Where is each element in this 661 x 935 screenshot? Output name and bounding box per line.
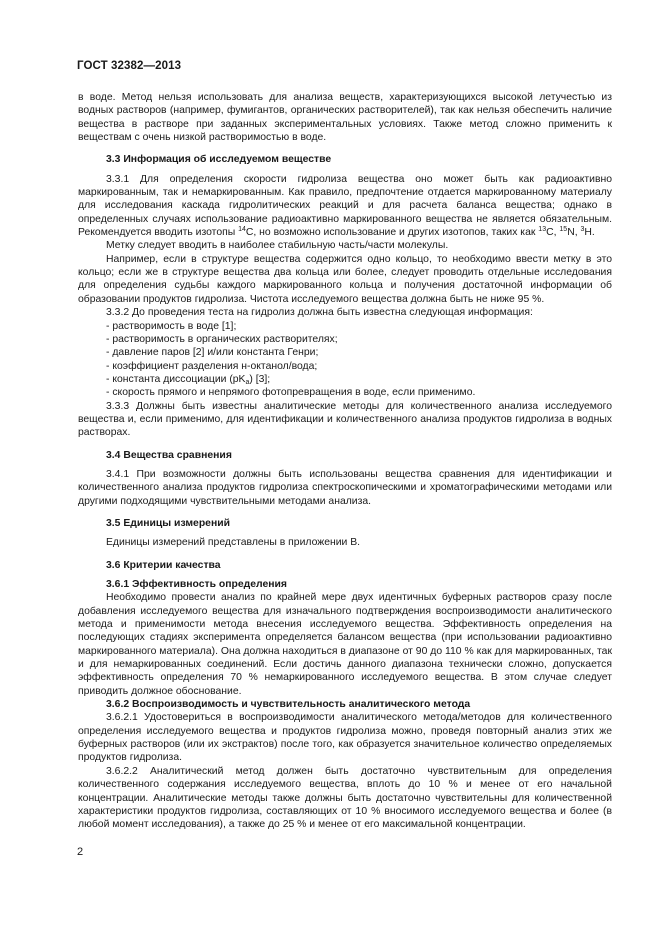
list-item xyxy=(78,373,612,386)
section-3-4-heading: 3.4 Вещества сравнения xyxy=(106,449,232,461)
paragraph-3-3-1-text: 3.3.1 Для определения скорости гидролиза вещества оно может быть как радиоактивно маркированным, так и немаркированным. Как правило, предпочтение отдается маркированному материалу для исследования каскада гидролитических реакций и для расчета баланса вещества; однако в определенных случаях использование радиоактивно маркированного вещества не является обязательным. Рекомендуется вводить изотопы xyxy=(78,173,612,239)
paragraph-3-4-1: 3.4.1 При возможности должны быть использованы вещества сравнения для идентификации и количественного анализа продуктов гидролиза спектроскопическими и хроматографическими методами или другими подходящими чувствительными методами анализа. xyxy=(78,468,612,507)
paragraph-3-5: Единицы измерений представлены в приложении В. xyxy=(106,537,361,549)
paragraph-3-3-1 xyxy=(78,173,612,240)
list-item: - коэффициент разделения н-октанол/вода; xyxy=(106,360,318,372)
intro-paragraph: в воде. Метод нельзя использовать для анализа веществ, характеризующихся высокой летучестью из водных растворов (например, фумигантов, органических растворителей), так как нельзя обеспечить наличие вещества в растворе при заданных экспериментальных условиях. Также метод сложно применить к веществам с очень низкой растворимостью в воде. xyxy=(78,92,612,144)
isotope-c13-sup: 13 xyxy=(538,226,547,234)
paragraph-label-placement: Метку следует вводить в наиболее стабильную часть/части молекулы. xyxy=(106,240,449,252)
paragraph-3-6-1: Необходимо провести анализ по крайней мере двух идентичных буферных растворов сразу после добавления исследуемого вещества для изначального подтверждения воспроизводимости аналитического метода и применимости метода внесения исследуемого вещества. Эффективность определения на последующих стадиях эксперимента определяется балансом вещества (при использовании радиоактивно маркированного материала). Она должна находиться в диапазоне от 90 до 110 % как для маркированных, так и для немаркированных соединений. Если достичь данного диапазона технически сложно, допускается эффективность определения 70 % немаркированного исследуемого вещества. В этом случае следует приводить должное обоснование. xyxy=(78,592,612,697)
isotope-h3-sup: 3 xyxy=(580,226,585,234)
isotope-n15-text: N, xyxy=(567,227,578,239)
isotope-h3-text: H. xyxy=(584,227,595,239)
section-3-3-heading: 3.3 Информация об исследуемом веществе xyxy=(106,154,332,166)
paragraph-ring-example: Например, если в структуре вещества содержится одно кольцо, то необходимо ввести метку в это кольцо; если же в структуре вещества два кольца или более, следует проводить отдельные исследования для определения судьбы каждого маркированного кольца и получения достаточной информации об образовании продуктов гидролиза. Чистота исследуемого вещества должна быть не ниже 95 %. xyxy=(78,253,612,305)
isotope-c14-text: C, но возможно использование и других изотопов, таких как xyxy=(245,227,536,239)
paragraph-3-3-2: 3.3.2 До проведения теста на гидролиз должна быть известна следующая информация: xyxy=(106,307,533,319)
paragraph-3-3-3: 3.3.3 Должны быть известны аналитические методы для количественного анализа исследуемого вещества и, если применимо, для идентификации и количественного анализа продуктов гидролиза в водных растворах. xyxy=(78,400,612,439)
paragraph-3-6-2-1: 3.6.2.1 Удостовериться в воспроизводимости аналитического метода/методов для количественного определения исследуемого вещества и продуктов гидролиза можно, проведя повторный анализ этих же буферных растворов (или их экстрактов) после того, как образуется значительное количество определяемых продуктов гидролиза. xyxy=(78,712,612,764)
list-item-text: - константа диссоциации (pK xyxy=(106,373,246,385)
list-item-text: ) [3]; xyxy=(249,373,271,385)
section-3-6-1-heading: 3.6.1 Эффективность определения xyxy=(106,579,287,590)
section-3-6-2-heading: 3.6.2 Воспроизводимость и чувствительность аналитического метода xyxy=(106,699,471,711)
isotope-n15-sup: 15 xyxy=(559,226,568,234)
list-item: - растворимость в воде [1]; xyxy=(106,320,237,332)
page-number: 2 xyxy=(77,846,84,858)
pka-subscript: a xyxy=(245,378,250,386)
isotope-c13-text: C, xyxy=(546,227,557,239)
document-body xyxy=(78,91,612,832)
section-3-5-heading: 3.5 Единицы измерений xyxy=(106,517,230,529)
isotope-c14-sup: 14 xyxy=(238,226,246,234)
list-item: - давление паров [2] и/или константа Генри; xyxy=(106,347,319,359)
section-3-6-heading: 3.6 Критерии качества xyxy=(106,559,221,571)
document-header: ГОСТ 32382—2013 xyxy=(77,60,182,72)
list-item: - скорость прямого и непрямого фотопревращения в воде, если применимо. xyxy=(106,387,476,399)
paragraph-3-6-2-2: 3.6.2.2 Аналитический метод должен быть достаточно чувствительным для определения количественного содержания исследуемого вещества, вплоть до 10 % и менее от его начальной концентрации. Аналитические методы также должны быть достаточно чувствительны для количественной характеристики продуктов гидролиза, составляющих от 10 % вносимого исследуемого вещества и более (в любой момент исследования), а также до 25 % и менее от его максимальной концентрации. xyxy=(78,765,612,831)
list-item: - растворимость в органических растворителях; xyxy=(106,333,338,345)
